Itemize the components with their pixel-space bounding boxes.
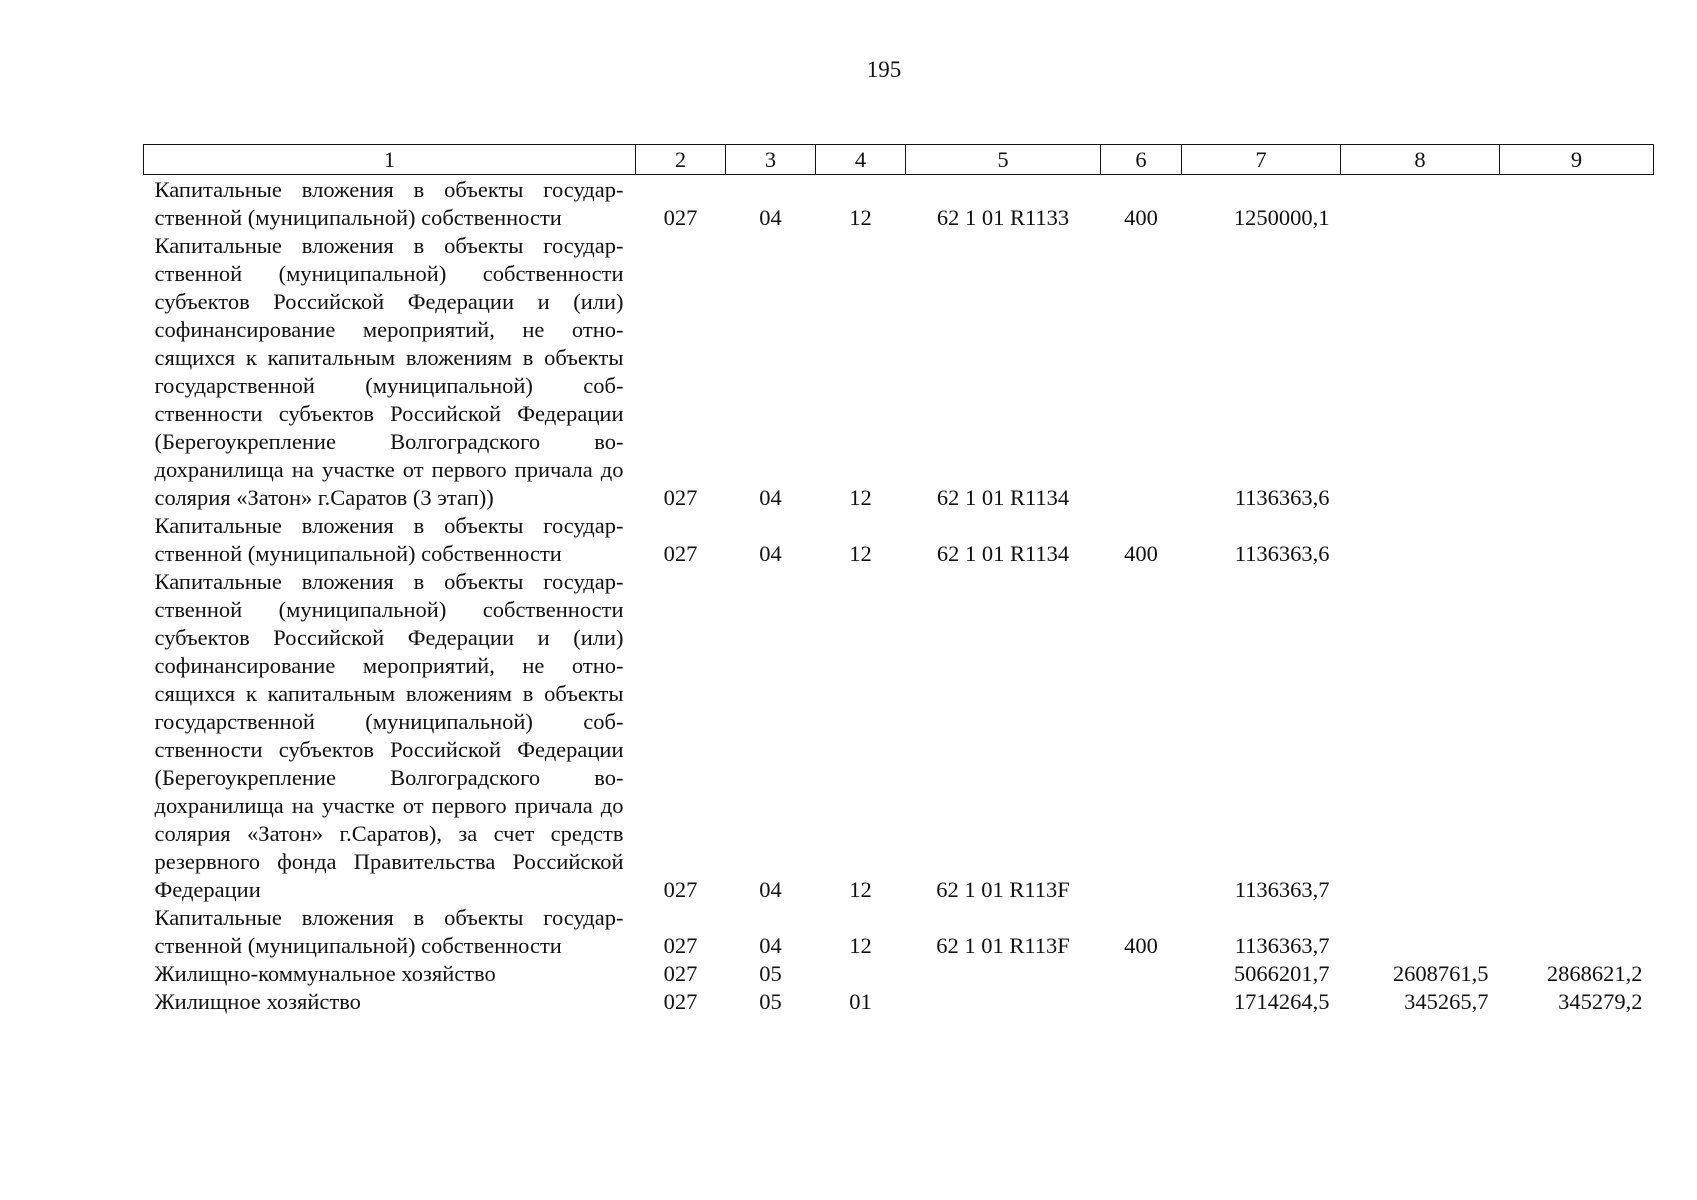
cell-amount-8 xyxy=(1341,904,1500,960)
cell-ministry-code: 027 xyxy=(663,877,698,902)
budget-table xyxy=(143,144,1654,1016)
cell-subsection: 12 xyxy=(849,541,872,566)
cell-target-article: 62 1 01 R1133 xyxy=(936,205,1070,230)
cell-amount-9 xyxy=(1500,512,1654,568)
cell-section: 05 xyxy=(759,989,782,1014)
cell-expense-type: 400 xyxy=(1124,541,1158,566)
cell-section: 04 xyxy=(759,205,782,230)
cell-section: 04 xyxy=(759,485,782,510)
table-row xyxy=(144,960,1654,988)
cell-target-article xyxy=(906,988,1101,1016)
column-header: 6 xyxy=(1101,145,1182,175)
row-name: Капитальные вложения в объекты государственной (муниципальной) собственности xyxy=(154,177,624,230)
cell-amount-8: 345265,7 xyxy=(1404,989,1489,1014)
page-number: 195 xyxy=(866,57,902,82)
cell-ministry-code: 027 xyxy=(663,205,698,230)
cell-amount-9 xyxy=(1500,175,1654,233)
cell-subsection: 01 xyxy=(849,989,872,1014)
cell-subsection: 12 xyxy=(849,205,872,230)
header-row xyxy=(144,145,1654,175)
cell-subsection: 12 xyxy=(849,877,872,902)
cell-expense-type xyxy=(1101,568,1182,904)
cell-ministry-code: 027 xyxy=(663,961,698,986)
cell-amount-9: 2868621,2 xyxy=(1546,961,1643,986)
table-row xyxy=(144,232,1654,512)
cell-expense-type xyxy=(1101,232,1182,512)
column-header: 9 xyxy=(1500,145,1654,175)
column-header: 8 xyxy=(1341,145,1500,175)
cell-section: 04 xyxy=(759,877,782,902)
cell-target-article xyxy=(906,960,1101,988)
cell-subsection xyxy=(816,960,906,988)
cell-target-article: 62 1 01 R113F xyxy=(936,877,1070,902)
table-row xyxy=(144,512,1654,568)
cell-subsection: 12 xyxy=(849,933,872,958)
table-row xyxy=(144,568,1654,904)
cell-amount-8 xyxy=(1341,512,1500,568)
cell-expense-type: 400 xyxy=(1124,205,1158,230)
table-row xyxy=(144,904,1654,960)
row-name: Капитальные вложения в объекты государственной (муниципальной) собственности субъектов Российской Федерации и (или) софинансирование мероприятий, не относящихся к капитальным вложениям в объекты государственной (муниципальной) собственности субъектов Российской Федерации (Берегоукрепление Волгоградского водохранилища на участке от первого причала до солярия «Затон» г.Саратов (3 этап)) xyxy=(154,233,624,510)
cell-amount-8: 2608761,5 xyxy=(1392,961,1489,986)
column-header: 1 xyxy=(144,145,636,175)
cell-subsection: 12 xyxy=(849,485,872,510)
cell-amount-7: 1714264,5 xyxy=(1233,989,1330,1014)
cell-amount-7: 1136363,7 xyxy=(1234,933,1330,958)
column-header: 7 xyxy=(1182,145,1341,175)
row-name: Жилищное хозяйство xyxy=(154,989,361,1014)
table-row xyxy=(144,988,1654,1016)
cell-amount-7: 1250000,1 xyxy=(1233,205,1330,230)
cell-amount-8 xyxy=(1341,175,1500,233)
cell-amount-9: 345279,2 xyxy=(1558,989,1643,1014)
cell-target-article: 62 1 01 R113F xyxy=(936,933,1070,958)
cell-ministry-code: 027 xyxy=(663,989,698,1014)
cell-ministry-code: 027 xyxy=(663,541,698,566)
row-name: Капитальные вложения в объекты государственной (муниципальной) собственности субъектов Российской Федерации и (или) софинансирование мероприятий, не относящихся к капитальным вложениям в объекты государственной (муниципальной) собственности субъектов Российской Федерации (Берегоукрепление Волгоградского водохранилища на участке от первого причала до солярия «Затон» г.Саратов), за счет средств резервного фонда Правительства Российской Федерации xyxy=(154,569,624,902)
cell-section: 05 xyxy=(759,961,782,986)
column-header: 2 xyxy=(636,145,726,175)
table-row xyxy=(144,175,1654,233)
cell-amount-7: 1136363,6 xyxy=(1234,485,1330,510)
cell-expense-type xyxy=(1101,960,1182,988)
cell-expense-type: 400 xyxy=(1124,933,1158,958)
cell-target-article: 62 1 01 R1134 xyxy=(936,541,1070,566)
cell-amount-7: 1136363,7 xyxy=(1234,877,1330,902)
row-name: Жилищно-коммунальное хозяйство xyxy=(154,961,496,986)
cell-amount-7: 5066201,7 xyxy=(1233,961,1330,986)
cell-amount-9 xyxy=(1500,904,1654,960)
cell-ministry-code: 027 xyxy=(663,933,698,958)
cell-expense-type xyxy=(1101,988,1182,1016)
cell-target-article: 62 1 01 R1134 xyxy=(936,485,1070,510)
cell-ministry-code: 027 xyxy=(663,485,698,510)
cell-section: 04 xyxy=(759,933,782,958)
column-header: 4 xyxy=(816,145,906,175)
cell-amount-8 xyxy=(1341,232,1500,512)
row-name: Капитальные вложения в объекты государственной (муниципальной) собственности xyxy=(154,905,624,958)
cell-section: 04 xyxy=(759,541,782,566)
column-header: 5 xyxy=(906,145,1101,175)
cell-amount-9 xyxy=(1500,568,1654,904)
column-header: 3 xyxy=(726,145,816,175)
row-name: Капитальные вложения в объекты государственной (муниципальной) собственности xyxy=(154,513,624,566)
cell-amount-8 xyxy=(1341,568,1500,904)
cell-amount-9 xyxy=(1500,232,1654,512)
cell-amount-7: 1136363,6 xyxy=(1234,541,1330,566)
